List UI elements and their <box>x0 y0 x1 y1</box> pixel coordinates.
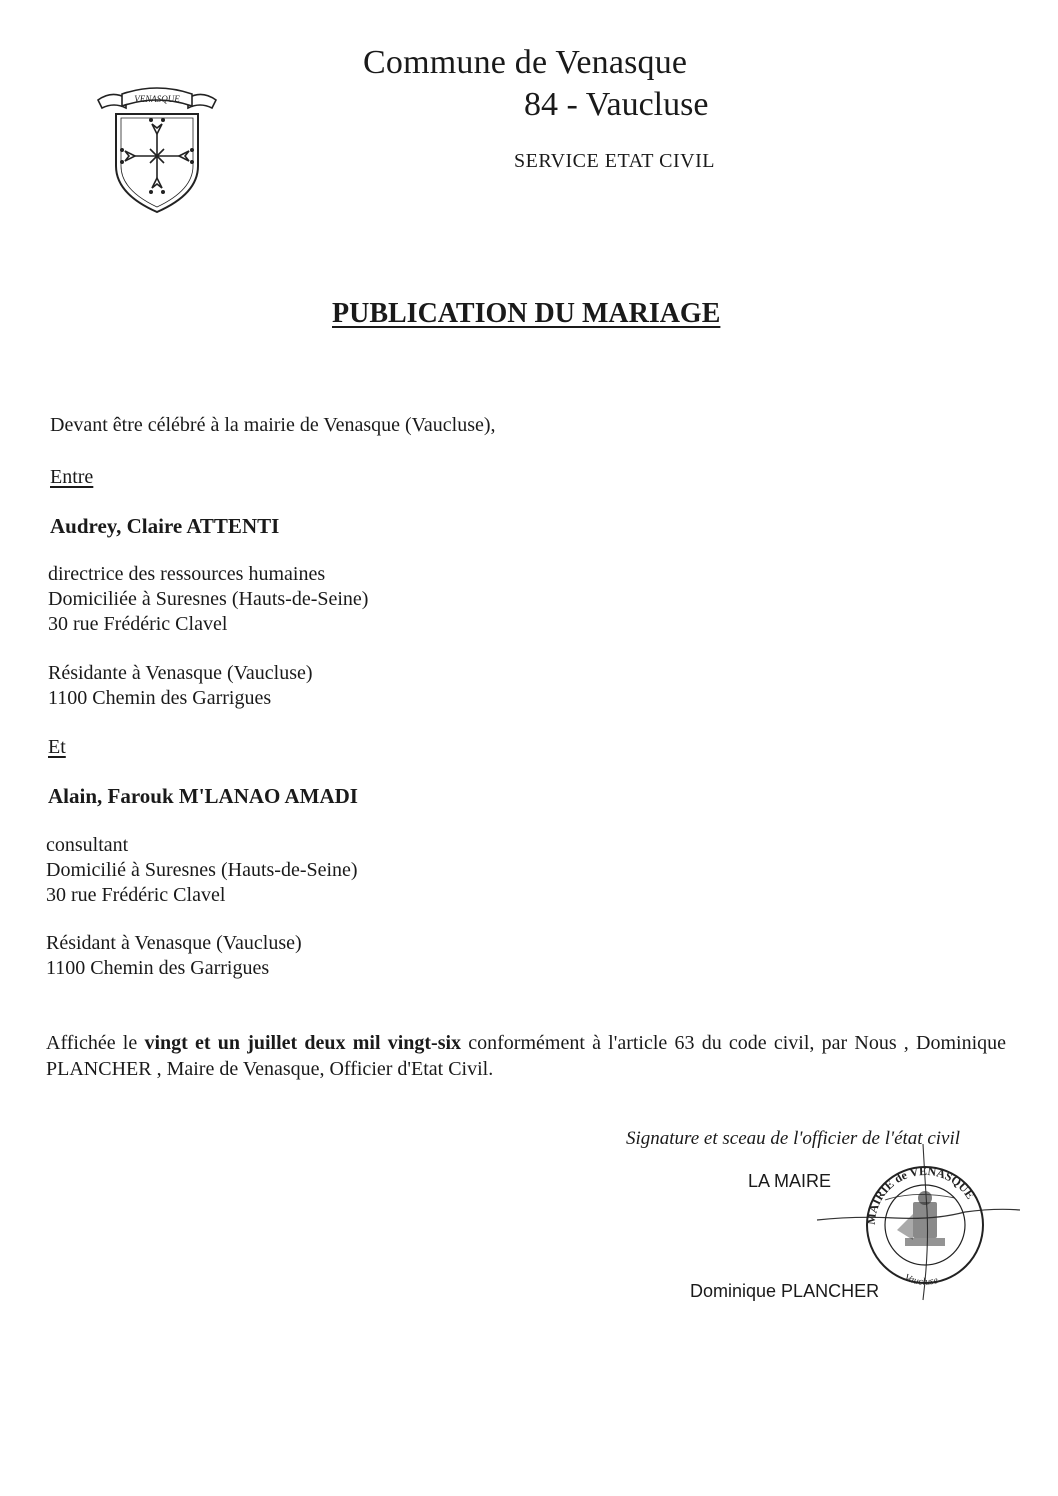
mayor-title: LA MAIRE <box>748 1171 832 1191</box>
page-title: PUBLICATION DU MARIAGE <box>332 298 721 329</box>
crest-banner-text: VENASQUE <box>134 94 180 104</box>
signature-caption: Signature et sceau de l'officier de l'état civil <box>626 1128 961 1149</box>
commune-name: Commune de Venasque <box>363 44 688 81</box>
party1-residence: Résidante à Venasque (Vaucluse) <box>48 662 313 684</box>
town-crest-logo <box>92 82 222 216</box>
party2-residence: Résidant à Venasque (Vaucluse) <box>46 932 302 954</box>
party2-domicile-address: 30 rue Frédéric Clavel <box>46 884 226 906</box>
party1-profession: directrice des ressources humaines <box>48 563 326 585</box>
stamp-ring-text: MAIRIE de VENASQUE <box>863 1163 978 1226</box>
party2-residence-address: 1100 Chemin des Garrigues <box>46 957 270 979</box>
mayor-name: Dominique PLANCHER <box>690 1281 880 1301</box>
party1-name: Audrey, Claire ATTENTI <box>50 514 280 538</box>
party1-residence-address: 1100 Chemin des Garrigues <box>48 687 272 709</box>
and-label: Et <box>48 736 66 758</box>
party1-domicile: Domiciliée à Suresnes (Hauts-de-Seine) <box>48 588 369 610</box>
stamp-bottom-text: Vaucluse <box>902 1272 940 1288</box>
department-name: 84 - Vaucluse <box>524 86 709 123</box>
party1-domicile-address: 30 rue Frédéric Clavel <box>48 613 228 635</box>
between-label: Entre <box>50 466 94 488</box>
party2-name: Alain, Farouk M'LANAO AMADI <box>48 784 358 808</box>
posting-suffix: conformément à l'article 63 du code civil, par Nous , Dominique PLANCHER , Maire de Venasque, Officier d'Etat Civil. <box>46 1032 1007 1080</box>
party2-domicile: Domicilié à Suresnes (Hauts-de-Seine) <box>46 859 358 881</box>
intro-text: Devant être célébré à la mairie de Venasque (Vaucluse), <box>50 414 496 436</box>
posting-date: vingt et un juillet deux mil vingt-six <box>144 1032 462 1054</box>
party2-profession: consultant <box>46 834 129 856</box>
posting-statement <box>46 1030 1006 1082</box>
service-name: SERVICE ETAT CIVIL <box>514 150 715 172</box>
posting-prefix: Affichée le <box>46 1032 138 1054</box>
